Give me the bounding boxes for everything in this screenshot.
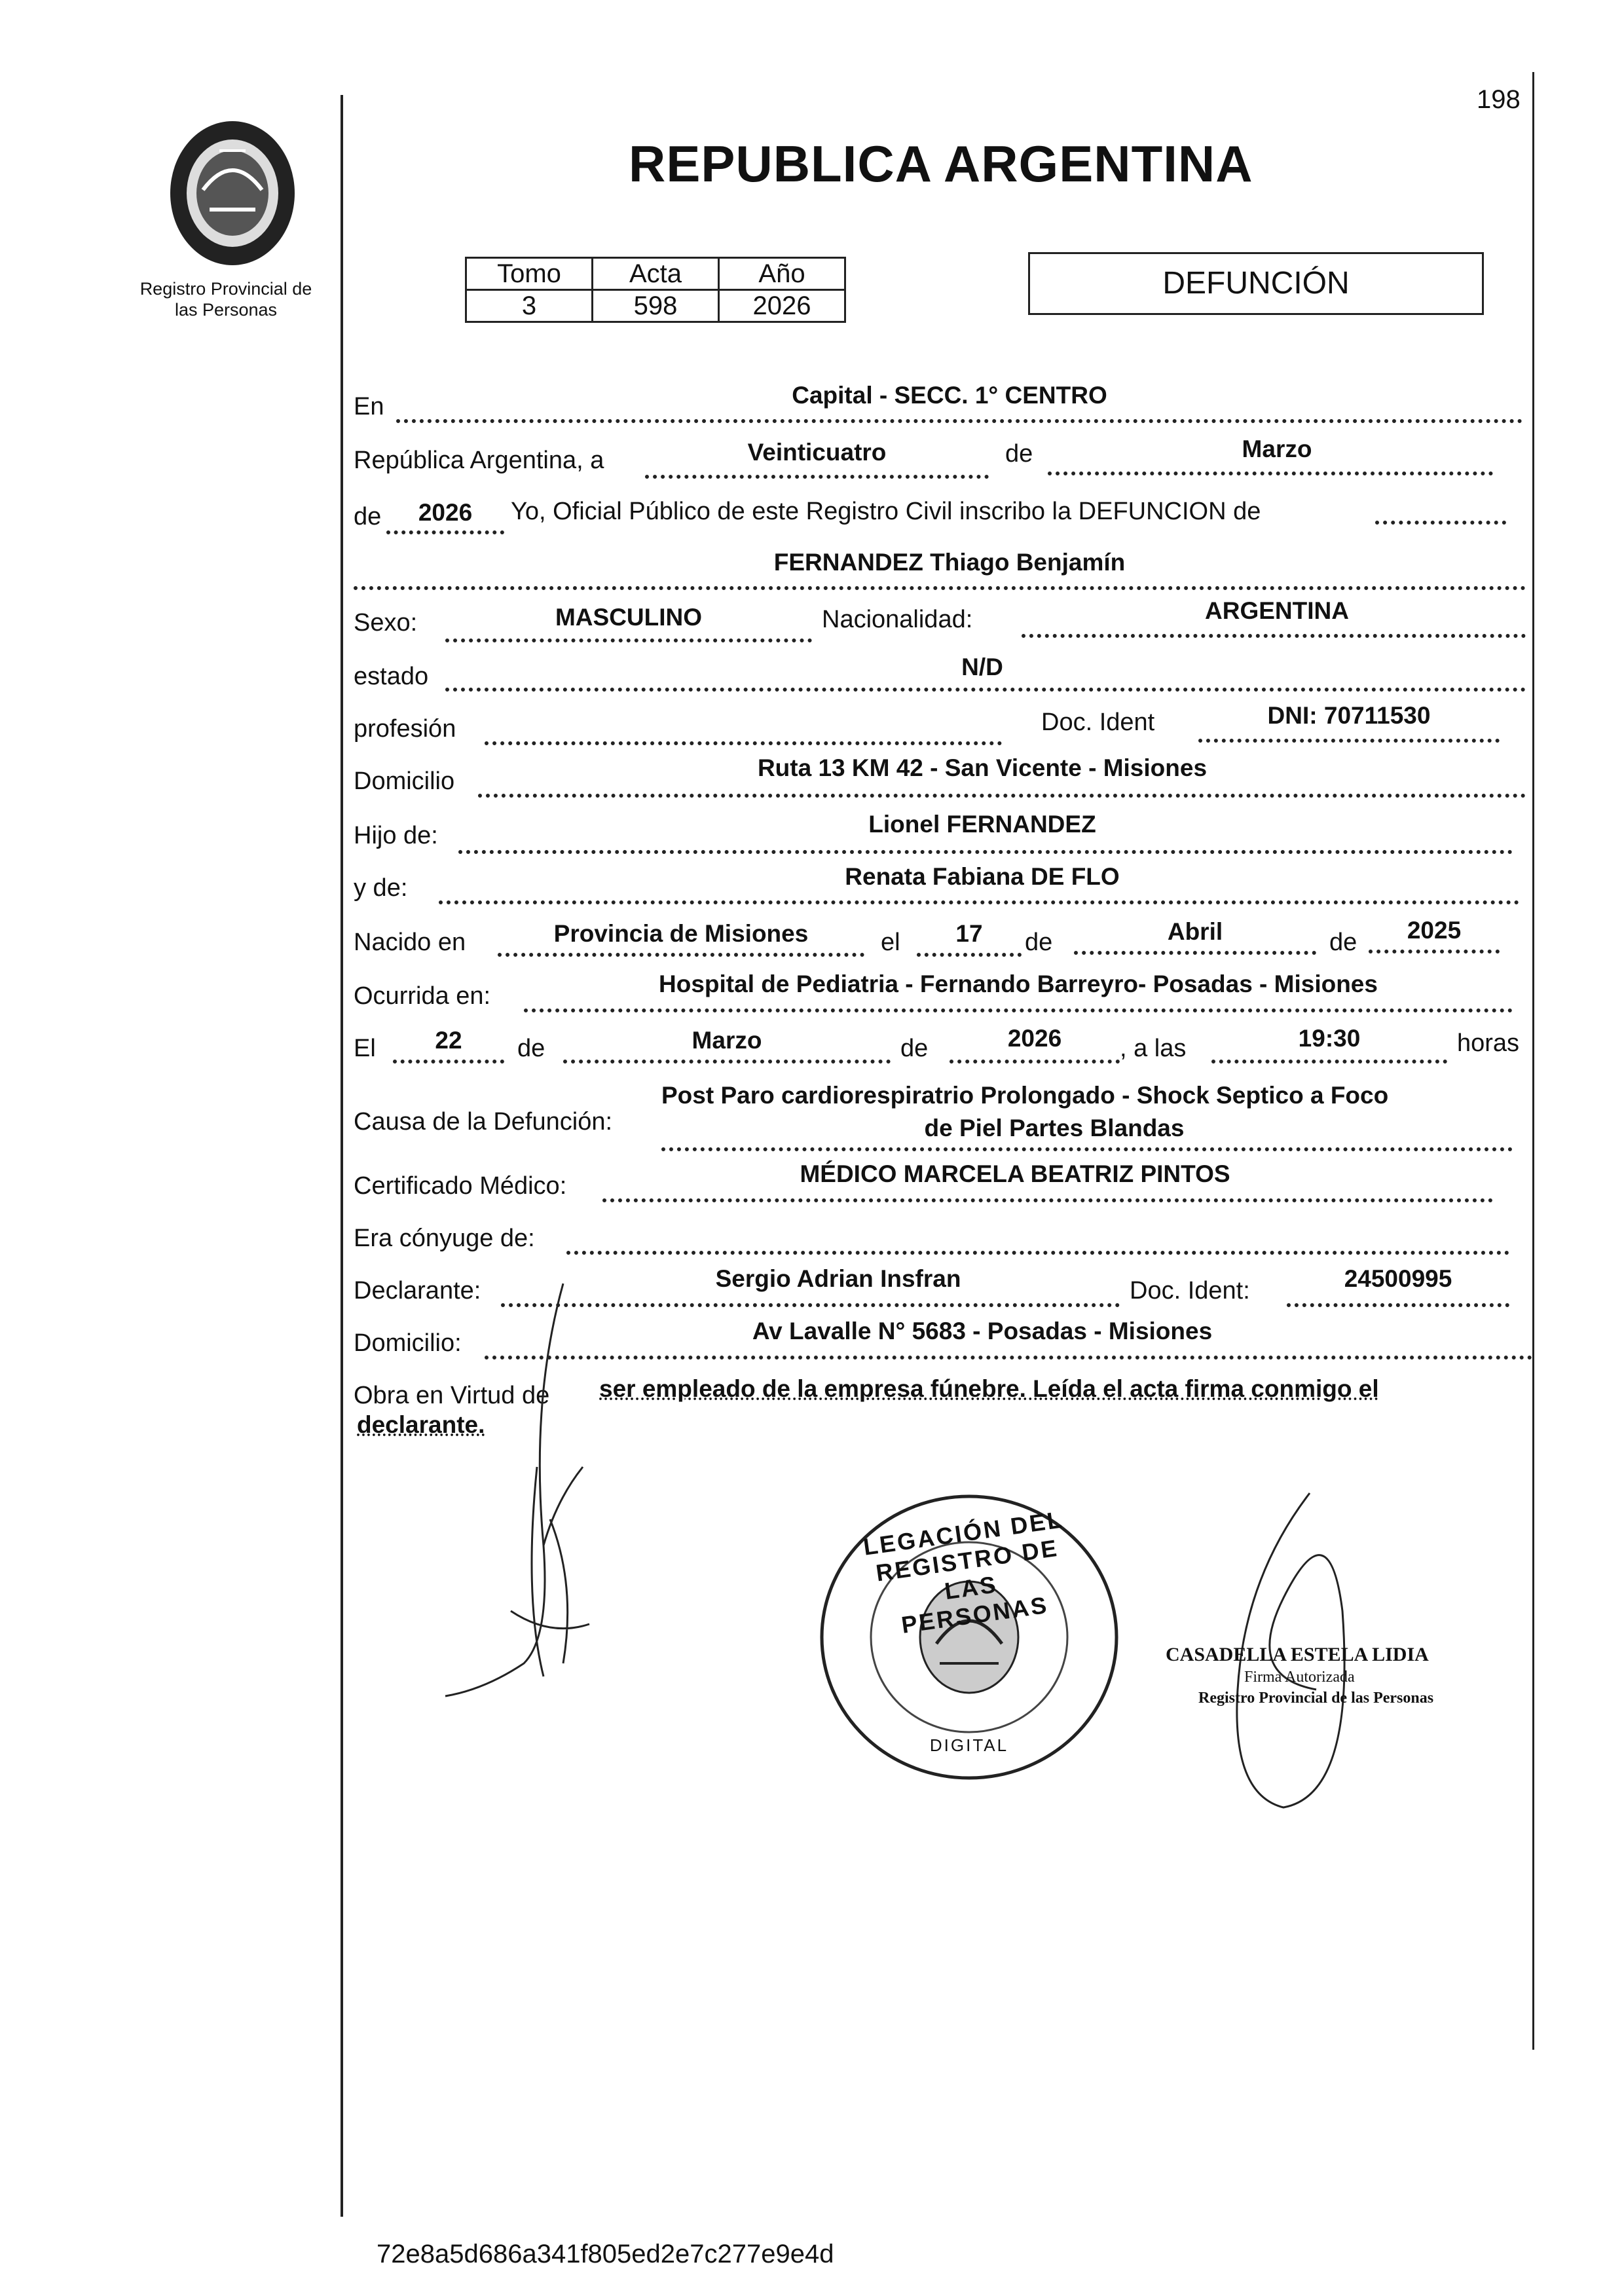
death-year: 2026 <box>1007 1025 1062 1052</box>
yde-value: Renata Fabiana DE FLO <box>845 863 1120 890</box>
declarant-signature <box>432 1270 602 1703</box>
declarante-label: Declarante: <box>354 1277 481 1304</box>
de-label-3: de <box>1025 929 1053 956</box>
death-time: 19:30 <box>1298 1025 1361 1052</box>
nacionalidad-value: ARGENTINA <box>1205 597 1349 624</box>
de-label-1: de <box>1005 440 1033 468</box>
estado-label: estado <box>354 663 429 690</box>
profesion-dots <box>485 741 1002 745</box>
header-acta: Acta <box>593 258 719 290</box>
El-label: El <box>354 1035 376 1062</box>
value-tomo: 3 <box>466 290 593 322</box>
nacido-dots <box>498 953 864 957</box>
alas-label: , a las <box>1120 1035 1187 1062</box>
doc-ident2-value: 24500995 <box>1344 1265 1452 1292</box>
domicilio-label: Domicilio <box>354 768 455 795</box>
causa-line1: Post Paro cardiorespiratrio Prolongado - Shock Septico a Foco <box>661 1082 1389 1109</box>
day-dots <box>645 475 989 479</box>
month-value: Marzo <box>1242 435 1312 462</box>
registry-caption <box>118 278 334 320</box>
month-dots <box>1048 472 1493 475</box>
sexo-dots <box>445 638 812 642</box>
conyuge-dots <box>566 1251 1509 1255</box>
doc-ident-dots <box>1198 739 1500 743</box>
officer-office: Registro Provincial de las Personas <box>1198 1690 1434 1707</box>
death-day: 22 <box>435 1027 462 1054</box>
nacido-value: Provincia de Misiones <box>553 920 809 947</box>
nacido-month: Abril <box>1167 918 1223 945</box>
record-table <box>465 257 846 323</box>
causa-line2: de Piel Partes Blandas <box>924 1115 1185 1141</box>
oficial-dots <box>1375 521 1506 525</box>
obra-value: ser empleado de la empresa fúnebre. Leída el acta firma conmigo el <box>599 1375 1379 1402</box>
deceased-name: FERNANDEZ Thiago Benjamín <box>773 549 1126 576</box>
nacionalidad-dots <box>1022 634 1526 638</box>
value-acta: 598 <box>593 290 719 322</box>
profesion-label: profesión <box>354 715 456 743</box>
right-margin-line <box>1532 72 1534 2050</box>
sexo-value: MASCULINO <box>555 604 703 631</box>
republica-label: República Argentina, a <box>354 447 604 474</box>
doc-ident2-label: Doc. Ident: <box>1130 1277 1250 1304</box>
year-dots <box>386 530 504 534</box>
oficial-text: Yo, Oficial Público de este Registro Civil inscribo la DEFUNCION de <box>511 498 1261 525</box>
domicilio2-value: Av Lavalle N° 5683 - Posadas - Misiones <box>752 1318 1213 1344</box>
nacido-year: 2025 <box>1407 917 1462 944</box>
certificado-label: Certificado Médico: <box>354 1172 567 1200</box>
certificado-value: MÉDICO MARCELA BEATRIZ PINTOS <box>800 1160 1230 1187</box>
sexo-label: Sexo: <box>354 609 418 637</box>
nacido-day: 17 <box>955 920 983 947</box>
de-label-2: de <box>354 503 382 530</box>
doc-ident2-dots <box>1287 1303 1509 1307</box>
en-value: Capital - SECC. 1° CENTRO <box>792 382 1107 409</box>
nacido-day-dots <box>917 953 1022 957</box>
record-type-box: DEFUNCIÓN <box>1028 252 1484 315</box>
obra-label: Obra en Virtud de <box>354 1382 550 1409</box>
yde-label: y de: <box>354 874 408 902</box>
ocurrida-label: Ocurrida en: <box>354 982 491 1010</box>
domicilio-value: Ruta 13 KM 42 - San Vicente - Misiones <box>757 754 1208 781</box>
death-month-dots <box>563 1060 891 1064</box>
death-month: Marzo <box>692 1027 762 1054</box>
seal-text: LEGACIÓN DEL REGISTRO DE LAS PERSONAS <box>861 1506 1065 1638</box>
death-year-dots <box>950 1060 1120 1064</box>
en-label: En <box>354 393 384 420</box>
yde-dots <box>439 900 1519 904</box>
nacionalidad-label: Nacionalidad: <box>822 606 973 633</box>
day-words: Veinticuatro <box>747 439 887 466</box>
officer-name: CASADELLA ESTELA LIDIA <box>1166 1644 1429 1665</box>
seal-inner-text: DIGITAL <box>929 1735 1009 1755</box>
horas-label: horas <box>1457 1029 1520 1057</box>
domicilio2-label: Domicilio: <box>354 1329 462 1357</box>
domicilio-dots <box>478 794 1526 798</box>
officer-role: Firma Autorizada <box>1244 1669 1355 1686</box>
province-emblem-icon <box>157 111 308 275</box>
en-dots <box>396 419 1522 423</box>
causa-dots <box>661 1147 1513 1151</box>
nacido-month-dots <box>1074 951 1316 955</box>
page-title: REPUBLICA ARGENTINA <box>629 135 1253 193</box>
de-label-4: de <box>1329 929 1357 956</box>
nacido-year-dots <box>1369 950 1500 953</box>
estado-dots <box>445 688 1526 692</box>
document-hash: 72e8a5d686a341f805ed2e7c277e9e4d <box>377 2240 834 2268</box>
death-day-dots <box>393 1060 504 1064</box>
causa-label: Causa de la Defunción: <box>354 1108 613 1136</box>
conyuge-label: Era cónyuge de: <box>354 1225 535 1252</box>
ocurrida-value: Hospital de Pediatria - Fernando Barreyro- Posadas - Misiones <box>659 971 1378 997</box>
value-anio: 2026 <box>719 290 845 322</box>
certificado-dots <box>602 1198 1493 1202</box>
page-number: 198 <box>1477 85 1521 114</box>
hijo-value: Lionel FERNANDEZ <box>868 811 1096 838</box>
registry-caption-line1: Registro Provincial de <box>139 279 312 299</box>
doc-ident-value: DNI: 70711530 <box>1267 702 1431 729</box>
el-label: el <box>881 929 900 956</box>
name-dots <box>354 586 1526 590</box>
de-label-6: de <box>900 1035 929 1062</box>
hijo-dots <box>458 850 1513 854</box>
ocurrida-dots <box>524 1008 1513 1012</box>
hijo-label: Hijo de: <box>354 822 438 849</box>
de-label-5: de <box>517 1035 545 1062</box>
doc-ident-label: Doc. Ident <box>1041 709 1155 736</box>
estado-value: N/D <box>961 654 1003 680</box>
year-value: 2026 <box>418 499 473 526</box>
header-anio: Año <box>719 258 845 290</box>
declarante-end: declarante. <box>357 1411 485 1438</box>
nacido-label: Nacido en <box>354 929 466 956</box>
registry-caption-line2: las Personas <box>174 300 278 320</box>
left-margin-line <box>341 95 343 2217</box>
time-dots <box>1211 1060 1447 1064</box>
domicilio2-dots <box>485 1356 1532 1360</box>
declarante-value: Sergio Adrian Insfran <box>715 1265 961 1292</box>
header-tomo: Tomo <box>466 258 593 290</box>
